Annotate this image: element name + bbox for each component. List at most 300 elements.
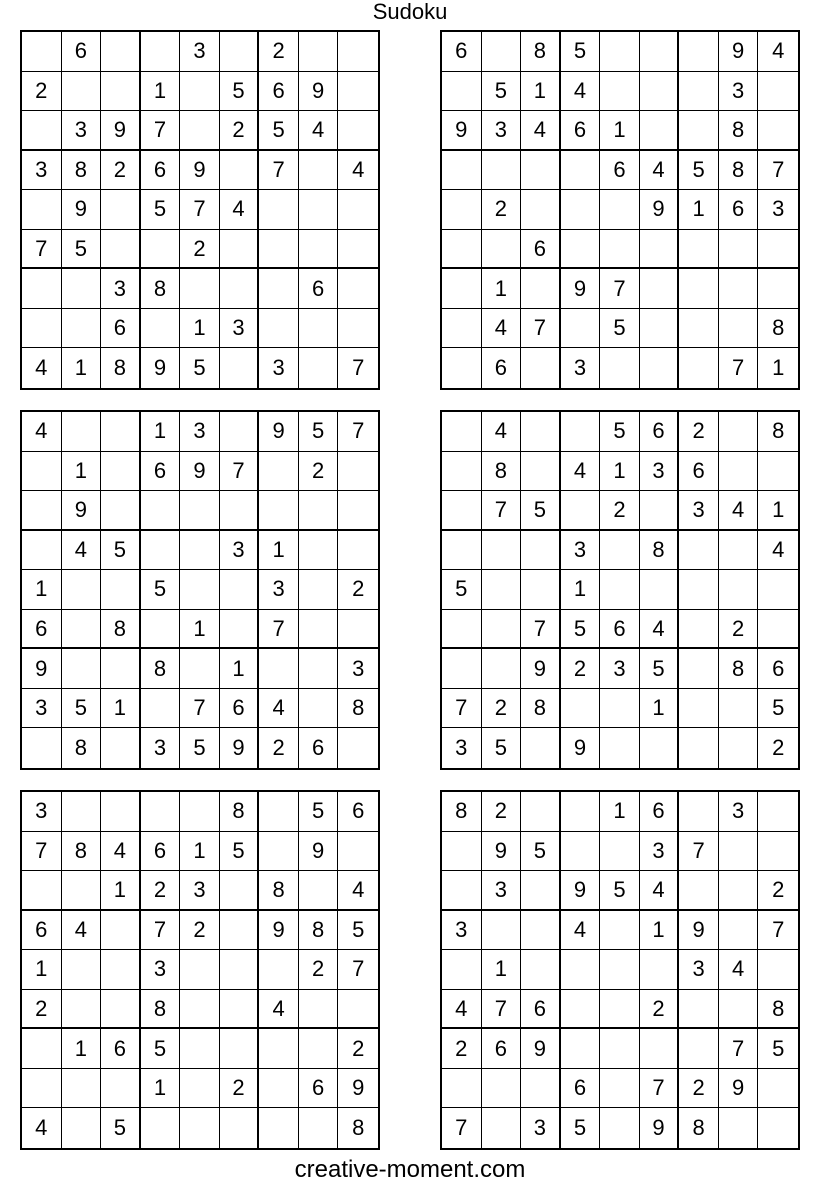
sudoku-cell <box>482 230 522 270</box>
sudoku-cell: 6 <box>141 832 181 872</box>
sudoku-cell <box>679 531 719 571</box>
sudoku-cell: 9 <box>141 348 181 388</box>
sudoku-cell <box>482 151 522 191</box>
sudoku-cell <box>338 990 378 1030</box>
sudoku-cell: 4 <box>482 309 522 349</box>
sudoku-cell <box>679 728 719 768</box>
sudoku-cell <box>442 1069 482 1109</box>
sudoku-cell: 4 <box>101 832 141 872</box>
sudoku-cell: 4 <box>561 911 601 951</box>
sudoku-cell <box>521 452 561 492</box>
sudoku-cell: 9 <box>220 728 260 768</box>
sudoku-cell: 1 <box>758 491 798 531</box>
sudoku-cell: 2 <box>338 570 378 610</box>
sudoku-cell: 2 <box>679 412 719 452</box>
sudoku-cell <box>338 190 378 230</box>
sudoku-cell <box>299 348 339 388</box>
sudoku-cell <box>679 792 719 832</box>
sudoku-cell <box>758 72 798 112</box>
sudoku-cell: 7 <box>180 689 220 729</box>
sudoku-cell <box>482 32 522 72</box>
sudoku-cell: 5 <box>758 689 798 729</box>
sudoku-cell <box>220 32 260 72</box>
sudoku-cell: 3 <box>679 950 719 990</box>
sudoku-cell: 2 <box>679 1069 719 1109</box>
sudoku-cell: 2 <box>180 230 220 270</box>
sudoku-cell: 7 <box>22 230 62 270</box>
sudoku-cell: 9 <box>719 32 759 72</box>
sudoku-cell: 3 <box>180 412 220 452</box>
sudoku-cell: 4 <box>62 531 102 571</box>
sudoku-cell: 1 <box>600 452 640 492</box>
sudoku-cell <box>600 1069 640 1109</box>
sudoku-cell <box>442 269 482 309</box>
sudoku-cell: 7 <box>22 832 62 872</box>
sudoku-cell: 2 <box>561 649 601 689</box>
sudoku-cell <box>442 610 482 650</box>
sudoku-cell <box>442 348 482 388</box>
sudoku-cell: 7 <box>442 689 482 729</box>
sudoku-cell: 4 <box>442 990 482 1030</box>
sudoku-cell <box>62 1069 102 1109</box>
sudoku-cell <box>180 990 220 1030</box>
sudoku-cell: 1 <box>482 269 522 309</box>
sudoku-cell <box>600 990 640 1030</box>
sudoku-cell: 9 <box>101 111 141 151</box>
sudoku-cell <box>640 309 680 349</box>
sudoku-cell <box>180 111 220 151</box>
sudoku-cell: 6 <box>561 111 601 151</box>
sudoku-cell <box>259 491 299 531</box>
sudoku-cell <box>561 832 601 872</box>
sudoku-cell <box>482 531 522 571</box>
sudoku-cell: 7 <box>180 190 220 230</box>
sudoku-cell: 8 <box>521 32 561 72</box>
sudoku-cell: 2 <box>299 452 339 492</box>
sudoku-cell: 3 <box>561 348 601 388</box>
sudoku-cell <box>679 309 719 349</box>
sudoku-cell <box>719 1108 759 1148</box>
sudoku-cell: 3 <box>719 792 759 832</box>
sudoku-cell: 7 <box>259 151 299 191</box>
sudoku-cell: 7 <box>141 111 181 151</box>
sudoku-cell <box>561 190 601 230</box>
sudoku-cell <box>758 230 798 270</box>
sudoku-cell: 1 <box>640 689 680 729</box>
sudoku-cell <box>259 1029 299 1069</box>
sudoku-cell: 2 <box>442 1029 482 1069</box>
sudoku-cell: 4 <box>62 911 102 951</box>
sudoku-cell: 1 <box>600 111 640 151</box>
sudoku-cell: 8 <box>758 412 798 452</box>
sudoku-cell: 5 <box>561 610 601 650</box>
sudoku-cell <box>482 911 522 951</box>
sudoku-cell <box>679 1029 719 1069</box>
sudoku-cell: 4 <box>482 412 522 452</box>
sudoku-cell: 9 <box>338 1069 378 1109</box>
sudoku-cell: 3 <box>220 309 260 349</box>
sudoku-cell <box>101 649 141 689</box>
sudoku-cell <box>521 531 561 571</box>
sudoku-cell: 3 <box>521 1108 561 1148</box>
sudoku-cell <box>719 452 759 492</box>
sudoku-cell <box>180 950 220 990</box>
sudoku-cell: 9 <box>62 190 102 230</box>
sudoku-cell <box>299 689 339 729</box>
sudoku-cell: 3 <box>561 531 601 571</box>
sudoku-cell <box>180 570 220 610</box>
sudoku-cell <box>101 728 141 768</box>
sudoku-cell <box>299 531 339 571</box>
sudoku-cell: 9 <box>561 871 601 911</box>
sudoku-cell: 2 <box>482 792 522 832</box>
sudoku-cell <box>101 452 141 492</box>
sudoku-cell: 9 <box>22 649 62 689</box>
sudoku-cell: 8 <box>482 452 522 492</box>
sudoku-cell <box>442 832 482 872</box>
sudoku-cell <box>141 309 181 349</box>
sudoku-cell <box>101 491 141 531</box>
sudoku-cell <box>101 230 141 270</box>
sudoku-cell <box>679 689 719 729</box>
sudoku-cell: 5 <box>220 72 260 112</box>
sudoku-cell: 5 <box>600 871 640 911</box>
sudoku-cell: 2 <box>482 190 522 230</box>
sudoku-cell <box>640 348 680 388</box>
sudoku-cell <box>141 531 181 571</box>
sudoku-cell <box>442 151 482 191</box>
sudoku-cell: 7 <box>719 348 759 388</box>
sudoku-cell <box>62 269 102 309</box>
sudoku-cell <box>561 151 601 191</box>
sudoku-cell: 5 <box>758 1029 798 1069</box>
sudoku-cell <box>640 728 680 768</box>
sudoku-cell: 6 <box>482 348 522 388</box>
sudoku-cell <box>600 348 640 388</box>
sudoku-cell <box>679 111 719 151</box>
sudoku-cell <box>220 990 260 1030</box>
sudoku-cell <box>141 792 181 832</box>
sudoku-cell: 6 <box>600 151 640 191</box>
sudoku-cell <box>600 689 640 729</box>
sudoku-cell <box>299 190 339 230</box>
sudoku-cell <box>259 1108 299 1148</box>
sudoku-cell <box>141 610 181 650</box>
sudoku-cell: 6 <box>600 610 640 650</box>
sudoku-cell <box>259 269 299 309</box>
sudoku-cell: 1 <box>600 792 640 832</box>
sudoku-cell <box>338 452 378 492</box>
sudoku-puzzle-3 <box>20 410 380 770</box>
sudoku-cell: 6 <box>640 412 680 452</box>
sudoku-cell: 7 <box>758 911 798 951</box>
sudoku-cell <box>141 689 181 729</box>
sudoku-cell: 9 <box>561 269 601 309</box>
sudoku-cell: 2 <box>259 728 299 768</box>
sudoku-cell <box>679 990 719 1030</box>
sudoku-cell <box>299 1108 339 1148</box>
sudoku-puzzle-2 <box>440 30 800 390</box>
sudoku-cell: 9 <box>180 452 220 492</box>
sudoku-cell <box>62 1108 102 1148</box>
sudoku-cell: 8 <box>141 990 181 1030</box>
sudoku-cell: 2 <box>719 610 759 650</box>
sudoku-cell <box>299 32 339 72</box>
sudoku-cell <box>442 309 482 349</box>
sudoku-cell: 9 <box>62 491 102 531</box>
sudoku-cell: 5 <box>259 111 299 151</box>
sudoku-cell: 8 <box>719 151 759 191</box>
sudoku-cell <box>719 990 759 1030</box>
sudoku-cell: 5 <box>180 348 220 388</box>
sudoku-cell <box>442 531 482 571</box>
sudoku-cell: 1 <box>22 570 62 610</box>
sudoku-cell: 8 <box>62 151 102 191</box>
sudoku-cell: 4 <box>719 491 759 531</box>
sudoku-cell: 5 <box>180 728 220 768</box>
sudoku-cell <box>719 871 759 911</box>
sudoku-cell <box>561 1029 601 1069</box>
sudoku-cell: 3 <box>600 649 640 689</box>
sudoku-cell <box>600 1029 640 1069</box>
sudoku-cell: 7 <box>338 950 378 990</box>
sudoku-cell <box>62 309 102 349</box>
sudoku-cell <box>180 649 220 689</box>
sudoku-cell <box>220 871 260 911</box>
sudoku-cell: 3 <box>259 348 299 388</box>
sudoku-cell: 8 <box>640 531 680 571</box>
sudoku-cell <box>719 531 759 571</box>
sudoku-cell <box>180 491 220 531</box>
sudoku-cell: 7 <box>220 452 260 492</box>
site-credit: creative-moment.com <box>294 1156 526 1183</box>
sudoku-cell: 8 <box>101 610 141 650</box>
sudoku-cell <box>442 72 482 112</box>
sudoku-cell: 8 <box>719 111 759 151</box>
sudoku-cell <box>679 610 719 650</box>
sudoku-cell <box>521 871 561 911</box>
sudoku-cell: 5 <box>482 72 522 112</box>
sudoku-cell <box>299 151 339 191</box>
sudoku-cell: 4 <box>22 1108 62 1148</box>
sudoku-cell <box>259 792 299 832</box>
sudoku-cell: 4 <box>259 990 299 1030</box>
sudoku-cell <box>141 491 181 531</box>
sudoku-cell: 4 <box>561 452 601 492</box>
sudoku-cell <box>640 72 680 112</box>
sudoku-cell <box>521 570 561 610</box>
sudoku-cell <box>22 111 62 151</box>
sudoku-cell <box>600 190 640 230</box>
sudoku-cell: 5 <box>101 1108 141 1148</box>
sudoku-cell: 4 <box>22 348 62 388</box>
sudoku-cell <box>22 269 62 309</box>
sudoku-cell: 7 <box>442 1108 482 1148</box>
sudoku-cell <box>62 72 102 112</box>
sudoku-cell <box>600 832 640 872</box>
sudoku-cell: 7 <box>719 1029 759 1069</box>
sudoku-cell: 3 <box>338 649 378 689</box>
sudoku-cell: 9 <box>521 649 561 689</box>
sudoku-cell <box>220 610 260 650</box>
sudoku-cell: 8 <box>758 309 798 349</box>
sudoku-cell <box>758 570 798 610</box>
sudoku-cell: 3 <box>220 531 260 571</box>
sudoku-cell <box>180 1069 220 1109</box>
sudoku-cell <box>521 950 561 990</box>
sudoku-cell: 2 <box>220 111 260 151</box>
sudoku-cell <box>22 871 62 911</box>
sudoku-cell <box>561 792 601 832</box>
sudoku-cell <box>600 230 640 270</box>
sudoku-cell: 3 <box>141 950 181 990</box>
sudoku-cell <box>22 190 62 230</box>
sudoku-cell <box>719 412 759 452</box>
sudoku-cell <box>180 1108 220 1148</box>
sudoku-cell <box>640 111 680 151</box>
sudoku-cell: 8 <box>299 911 339 951</box>
sudoku-cell: 5 <box>561 32 601 72</box>
sudoku-cell: 2 <box>141 871 181 911</box>
sudoku-cell <box>679 72 719 112</box>
sudoku-cell: 8 <box>719 649 759 689</box>
sudoku-cell: 5 <box>141 190 181 230</box>
sudoku-cell <box>62 871 102 911</box>
sudoku-cell <box>338 72 378 112</box>
sudoku-cell: 6 <box>141 151 181 191</box>
sudoku-cell: 9 <box>640 1108 680 1148</box>
sudoku-cell <box>521 269 561 309</box>
sudoku-cell: 7 <box>521 610 561 650</box>
sudoku-cell <box>338 610 378 650</box>
sudoku-cell <box>719 230 759 270</box>
sudoku-cell <box>521 412 561 452</box>
sudoku-cell: 1 <box>180 309 220 349</box>
sudoku-cell <box>719 911 759 951</box>
sudoku-cell <box>62 792 102 832</box>
sudoku-cell: 9 <box>259 412 299 452</box>
sudoku-cell <box>600 72 640 112</box>
sudoku-puzzle-4 <box>440 410 800 770</box>
sudoku-cell: 1 <box>22 950 62 990</box>
sudoku-cell: 1 <box>521 72 561 112</box>
sudoku-cell <box>299 309 339 349</box>
sudoku-cell <box>758 1108 798 1148</box>
sudoku-cell: 3 <box>719 72 759 112</box>
sudoku-cell: 3 <box>62 111 102 151</box>
sudoku-cell <box>259 1069 299 1109</box>
sudoku-cell <box>101 32 141 72</box>
sudoku-cell: 9 <box>180 151 220 191</box>
sudoku-cell: 3 <box>101 269 141 309</box>
sudoku-cell <box>758 269 798 309</box>
sudoku-cell: 1 <box>180 610 220 650</box>
sudoku-cell <box>521 151 561 191</box>
sudoku-cell: 8 <box>442 792 482 832</box>
sudoku-cell <box>338 491 378 531</box>
sudoku-cell: 8 <box>220 792 260 832</box>
sudoku-cell: 6 <box>141 452 181 492</box>
sudoku-cell: 3 <box>259 570 299 610</box>
sudoku-cell: 5 <box>679 151 719 191</box>
sudoku-cell <box>679 269 719 309</box>
sudoku-cell: 2 <box>180 911 220 951</box>
sudoku-cell <box>719 728 759 768</box>
sudoku-cell: 1 <box>772 355 785 381</box>
sudoku-cell: 4 <box>259 689 299 729</box>
sudoku-cell <box>62 990 102 1030</box>
sudoku-cell: 7 <box>600 269 640 309</box>
sudoku-cell <box>22 32 62 72</box>
sudoku-cell: 1 <box>101 689 141 729</box>
sudoku-cell: 5 <box>521 491 561 531</box>
sudoku-cell <box>758 610 798 650</box>
sudoku-cell: 1 <box>482 950 522 990</box>
sudoku-cell: 5 <box>442 570 482 610</box>
sudoku-cell <box>719 309 759 349</box>
sudoku-cell <box>62 570 102 610</box>
sudoku-cell: 5 <box>299 792 339 832</box>
sudoku-cell <box>679 32 719 72</box>
sudoku-cell: 9 <box>679 911 719 951</box>
sudoku-cell: 5 <box>62 230 102 270</box>
sudoku-cell <box>442 230 482 270</box>
sudoku-cell: 2 <box>772 735 785 761</box>
sudoku-cell: 5 <box>299 412 339 452</box>
sudoku-cell <box>180 1029 220 1069</box>
sudoku-cell: 9 <box>259 911 299 951</box>
sudoku-cell: 8 <box>62 832 102 872</box>
sudoku-cell: 4 <box>338 871 378 911</box>
sudoku-cell <box>338 728 378 768</box>
sudoku-cell: 1 <box>679 190 719 230</box>
sudoku-cell <box>442 491 482 531</box>
sudoku-cell <box>299 230 339 270</box>
sudoku-cell <box>259 950 299 990</box>
sudoku-cell <box>442 190 482 230</box>
sudoku-cell: 7 <box>640 1069 680 1109</box>
sudoku-cell: 9 <box>442 111 482 151</box>
sudoku-cell: 9 <box>640 190 680 230</box>
sudoku-cell: 5 <box>521 832 561 872</box>
sudoku-puzzle-1 <box>20 30 380 390</box>
sudoku-cell: 5 <box>220 832 260 872</box>
sudoku-cell: 3 <box>758 190 798 230</box>
sudoku-cell: 9 <box>299 72 339 112</box>
sudoku-cell: 1 <box>180 832 220 872</box>
sudoku-cell <box>442 452 482 492</box>
sudoku-cell <box>220 911 260 951</box>
sudoku-cell: 2 <box>220 1069 260 1109</box>
sudoku-cell: 1 <box>62 348 102 388</box>
sudoku-cell <box>220 491 260 531</box>
sudoku-cell <box>719 832 759 872</box>
sudoku-cell <box>259 190 299 230</box>
sudoku-cell: 2 <box>259 32 299 72</box>
sudoku-cell: 3 <box>442 911 482 951</box>
sudoku-cell: 6 <box>521 230 561 270</box>
sudoku-cell: 7 <box>482 990 522 1030</box>
sudoku-cell <box>22 1069 62 1109</box>
sudoku-cell <box>600 911 640 951</box>
sudoku-cell <box>22 452 62 492</box>
sudoku-cell: 2 <box>22 990 62 1030</box>
sudoku-cell <box>338 531 378 571</box>
sudoku-cell <box>521 728 561 768</box>
sudoku-cell <box>338 230 378 270</box>
sudoku-cell <box>220 412 260 452</box>
sudoku-cell: 8 <box>141 649 181 689</box>
